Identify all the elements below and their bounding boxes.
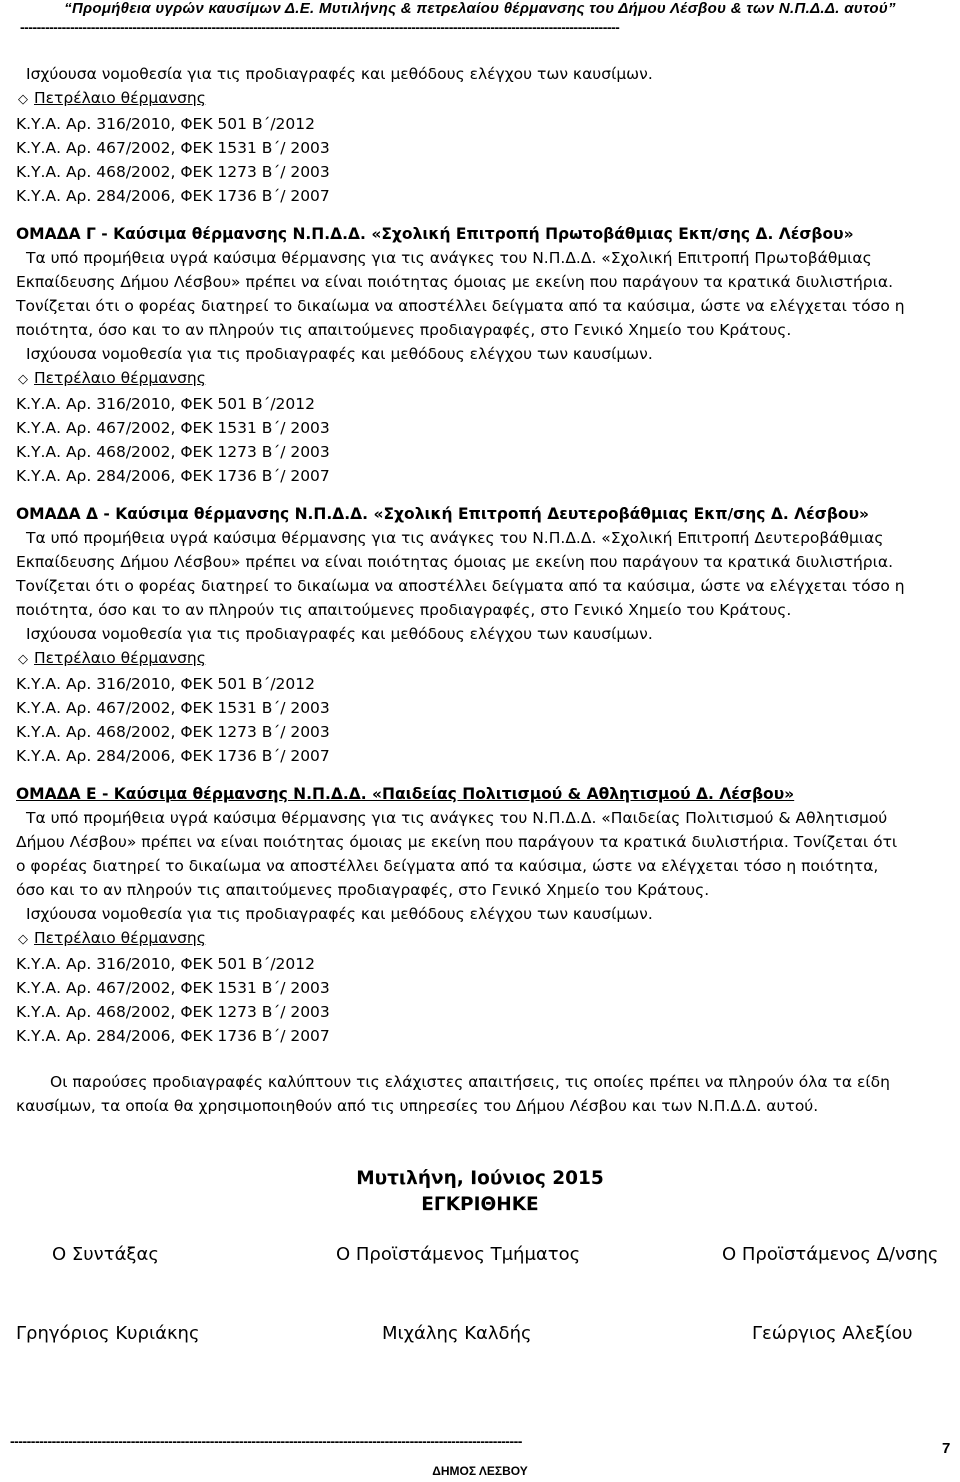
- diamond-bullet-icon: ◇: [18, 932, 28, 947]
- fuel-bullet: [16, 926, 958, 952]
- document-header-title: “Προμήθεια υγρών καυσίμων Δ.Ε. Μυτιλήνης & πετρελαίου θέρμανσης του Δήμου Λέσβου & των Ν.Π.Δ.Δ. αυτού”: [64, 0, 896, 17]
- closing-paragraph: [16, 1070, 958, 1118]
- legislation-item: Κ.Υ.Α. Αρ. 467/2002, ΦΕΚ 1531 Β΄/ 2003: [16, 419, 330, 437]
- group-d-section: [16, 502, 958, 768]
- signature-name-author: Γρηγόριος Κυριάκης: [16, 1323, 200, 1344]
- signature-role-author: Ο Συντάξας: [52, 1244, 159, 1265]
- legislation-item: Κ.Υ.Α. Αρ. 468/2002, ΦΕΚ 1273 Β΄/ 2003: [16, 443, 330, 461]
- fuel-bullet: [16, 86, 958, 112]
- approved-label: ΕΓΚΡΙΘΗΚΕ: [421, 1194, 539, 1215]
- group-paragraph-line: ποιότητα, όσο και το αν πληρούν τις απαιτούμενες προδιαγραφές, στο Γενικό Χημείο του Κράτους.: [16, 601, 792, 619]
- closing-line: Οι παρούσες προδιαγραφές καλύπτουν τις ελάχιστες απαιτήσεις, τις οποίες πρέπει να πληρούν όλα τα είδη: [50, 1073, 890, 1091]
- group-d-title: ΟΜΑΔΑ Δ - Καύσιμα θέρμανσης Ν.Π.Δ.Δ. «Σχολική Επιτροπή Δευτεροβάθμιας Εκπ/σης Δ. Λέσβου»: [16, 505, 870, 523]
- legislation-item: Κ.Υ.Α. Αρ. 468/2002, ΦΕΚ 1273 Β΄/ 2003: [16, 163, 330, 181]
- place-date: Μυτιλήνη, Ιούνιος 2015: [356, 1168, 604, 1189]
- fuel-label: Πετρέλαιο θέρμανσης: [34, 649, 206, 667]
- legislation-item: Κ.Υ.Α. Αρ. 284/2006, ΦΕΚ 1736 Β΄/ 2007: [16, 1027, 330, 1045]
- group-paragraph-line: Τα υπό προμήθεια υγρά καύσιμα θέρμανσης για τις ανάγκες του Ν.Π.Δ.Δ. «Σχολική Επιτροπή Δευτεροβάθμιας: [26, 529, 884, 547]
- legislation-item: Κ.Υ.Α. Αρ. 316/2010, ΦΕΚ 501 Β΄/2012: [16, 675, 315, 693]
- group-e-section: [16, 782, 958, 1048]
- legislation-item: Κ.Υ.Α. Αρ. 468/2002, ΦΕΚ 1273 Β΄/ 2003: [16, 1003, 330, 1021]
- header-separator: ------------------------------------------------------------------------------------------------------------------------------------------------: [20, 19, 620, 35]
- group-paragraph-line: Τονίζεται ότι ο φορέας διατηρεί το δικαίωμα να αποστέλλει δείγματα από τα καύσιμα, ώστε να ελέγχεται τόσο η: [16, 297, 905, 315]
- signature-name-director: Γεώργιος Αλεξίου: [752, 1323, 913, 1344]
- group-paragraph-line: όσο και το αν πληρούν τις απαιτούμενες προδιαγραφές, στο Γενικό Χημείο του Κράτους.: [16, 881, 710, 899]
- page-number: 7: [942, 1440, 951, 1457]
- fuel-label: Πετρέλαιο θέρμανσης: [34, 89, 206, 107]
- signature-role-director: Ο Προϊστάμενος Δ/νσης: [722, 1244, 939, 1265]
- legislation-item: Κ.Υ.Α. Αρ. 467/2002, ΦΕΚ 1531 Β΄/ 2003: [16, 139, 330, 157]
- legislation-item: Κ.Υ.Α. Αρ. 284/2006, ΦΕΚ 1736 Β΄/ 2007: [16, 187, 330, 205]
- group-c-section: [16, 222, 958, 488]
- legislation-item: Κ.Υ.Α. Αρ. 316/2010, ΦΕΚ 501 Β΄/2012: [16, 395, 315, 413]
- diamond-bullet-icon: ◇: [18, 652, 28, 667]
- legislation-block: [16, 62, 958, 208]
- legislation-intro: Ισχύουσα νομοθεσία για τις προδιαγραφές και μεθόδους ελέγχου των καυσίμων.: [26, 905, 653, 923]
- diamond-bullet-icon: ◇: [18, 92, 28, 107]
- legislation-item: Κ.Υ.Α. Αρ. 284/2006, ΦΕΚ 1736 Β΄/ 2007: [16, 467, 330, 485]
- legislation-item: Κ.Υ.Α. Αρ. 467/2002, ΦΕΚ 1531 Β΄/ 2003: [16, 699, 330, 717]
- signature-role-section-head: Ο Προϊστάμενος Τμήματος: [336, 1244, 581, 1265]
- diamond-bullet-icon: ◇: [18, 372, 28, 387]
- group-paragraph-line: Τονίζεται ότι ο φορέας διατηρεί το δικαίωμα να αποστέλλει δείγματα από τα καύσιμα, ώστε να ελέγχεται τόσο η: [16, 577, 905, 595]
- fuel-label: Πετρέλαιο θέρμανσης: [34, 929, 206, 947]
- fuel-bullet: [16, 646, 958, 672]
- footer-separator: ---------------------------------------------------------------------------------------------------------------------------: [10, 1433, 522, 1449]
- group-e-title: ΟΜΑΔΑ Ε - Καύσιμα θέρμανσης Ν.Π.Δ.Δ. «Παιδείας Πολιτισμού & Αθλητισμού Δ. Λέσβου»: [16, 785, 795, 803]
- legislation-item: Κ.Υ.Α. Αρ. 316/2010, ΦΕΚ 501 Β΄/2012: [16, 115, 315, 133]
- legislation-item: Κ.Υ.Α. Αρ. 284/2006, ΦΕΚ 1736 Β΄/ 2007: [16, 747, 330, 765]
- group-paragraph-line: Εκπαίδευσης Δήμου Λέσβου» πρέπει να είναι ποιότητας όμοιας με εκείνη που παράγουν τα κρατικά διυλιστήρια.: [16, 553, 894, 571]
- legislation-item: Κ.Υ.Α. Αρ. 468/2002, ΦΕΚ 1273 Β΄/ 2003: [16, 723, 330, 741]
- group-paragraph-line: ο φορέας διατηρεί το δικαίωμα να αποστέλλει δείγματα από τα καύσιμα, ώστε να ελέγχεται τόσο η ποιότητα,: [16, 857, 879, 875]
- legislation-intro: Ισχύουσα νομοθεσία για τις προδιαγραφές και μεθόδους ελέγχου των καυσίμων.: [26, 65, 653, 83]
- group-c-title: ΟΜΑΔΑ Γ - Καύσιμα θέρμανσης Ν.Π.Δ.Δ. «Σχολική Επιτροπή Πρωτοβάθμιας Εκπ/σης Δ. Λέσβου»: [16, 225, 854, 243]
- closing-line: καυσίμων, τα οποία θα χρησιμοποιηθούν από τις υπηρεσίες του Δήμου Λέσβου και των Ν.Π.Δ.Δ. αυτού.: [16, 1097, 819, 1115]
- group-paragraph-line: ποιότητα, όσο και το αν πληρούν τις απαιτούμενες προδιαγραφές, στο Γενικό Χημείο του Κράτους.: [16, 321, 792, 339]
- legislation-intro: Ισχύουσα νομοθεσία για τις προδιαγραφές και μεθόδους ελέγχου των καυσίμων.: [26, 345, 653, 363]
- signature-name-section-head: Μιχάλης Καλδής: [382, 1323, 532, 1344]
- fuel-label: Πετρέλαιο θέρμανσης: [34, 369, 206, 387]
- legislation-item: Κ.Υ.Α. Αρ. 316/2010, ΦΕΚ 501 Β΄/2012: [16, 955, 315, 973]
- legislation-item: Κ.Υ.Α. Αρ. 467/2002, ΦΕΚ 1531 Β΄/ 2003: [16, 979, 330, 997]
- group-paragraph-line: Εκπαίδευσης Δήμου Λέσβου» πρέπει να είναι ποιότητας όμοιας με εκείνη που παράγουν τα κρατικά διυλιστήρια.: [16, 273, 894, 291]
- legislation-intro: Ισχύουσα νομοθεσία για τις προδιαγραφές και μεθόδους ελέγχου των καυσίμων.: [26, 625, 653, 643]
- group-paragraph-line: Δήμου Λέσβου» πρέπει να είναι ποιότητας όμοιας με εκείνη που παράγουν τα κρατικά διυλιστήρια. Τονίζεται ότι: [16, 833, 898, 851]
- group-paragraph-line: Τα υπό προμήθεια υγρά καύσιμα θέρμανσης για τις ανάγκες του Ν.Π.Δ.Δ. «Σχολική Επιτροπή Πρωτοβάθμιας: [26, 249, 872, 267]
- footer-organization: ΔΗΜΟΣ ΛΕΣΒΟΥ: [432, 1464, 528, 1478]
- fuel-bullet: [16, 366, 958, 392]
- document-body: [16, 62, 958, 1118]
- group-paragraph-line: Τα υπό προμήθεια υγρά καύσιμα θέρμανσης για τις ανάγκες του Ν.Π.Δ.Δ. «Παιδείας Πολιτισμού & Αθλητισμού: [26, 809, 888, 827]
